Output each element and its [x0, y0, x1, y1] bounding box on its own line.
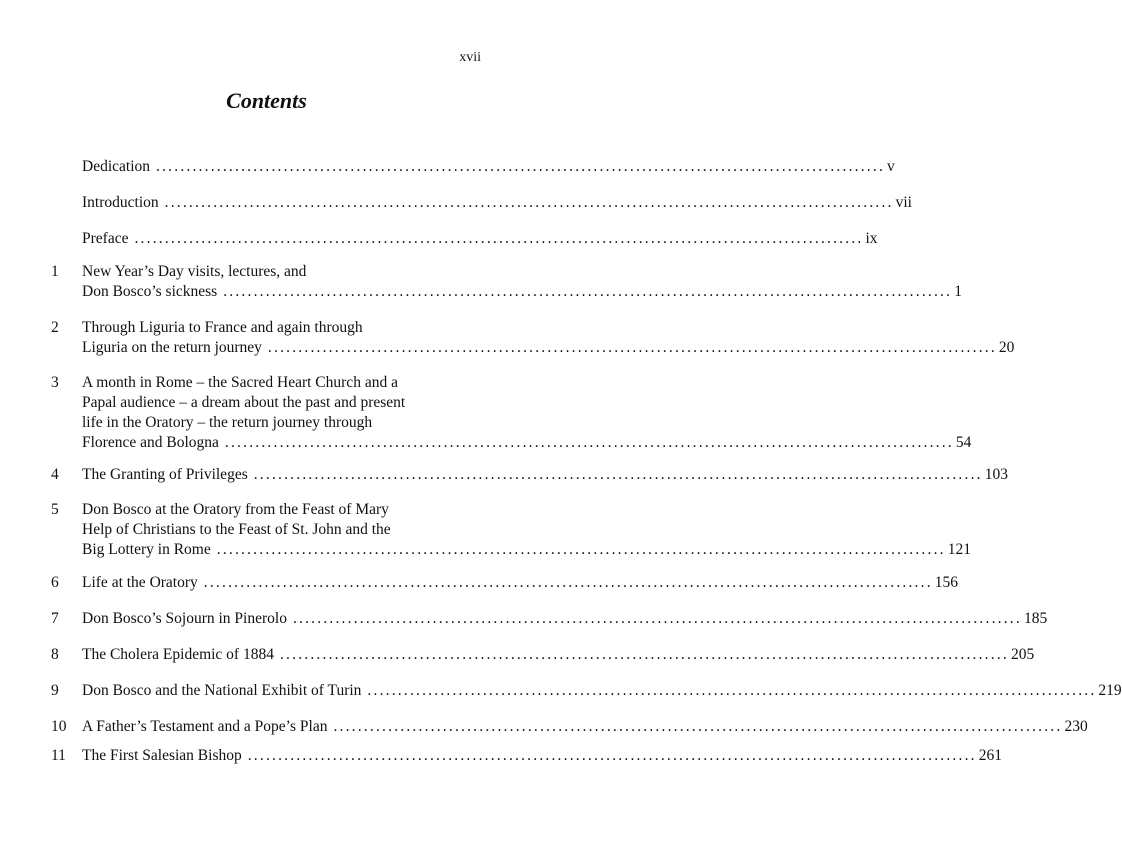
entry-final-line [82, 193, 912, 213]
entry-text [82, 573, 959, 593]
entry-final-line [82, 681, 1122, 701]
entry-text [82, 609, 1048, 629]
dot-leader: ........................................................................................................................ [224, 434, 954, 451]
chapter-number: 2 [51, 319, 59, 336]
page-ref: 219 [1098, 682, 1122, 699]
dot-leader: ........................................................................................................................ [279, 646, 1009, 663]
page-title: Contents [226, 88, 307, 113]
entry-title: Liguria on the return journey [82, 339, 262, 356]
entry-title: The First Salesian Bishop [82, 747, 242, 764]
page-ref: 1 [954, 283, 962, 300]
dot-leader: ........................................................................................................................ [164, 194, 894, 211]
dot-leader: ........................................................................................................................ [333, 718, 1063, 735]
dot-leader: ........................................................................................................................ [367, 682, 1097, 699]
chapter-number: 3 [51, 374, 59, 391]
entry-text [82, 262, 962, 302]
entry-title: Preface [82, 230, 129, 247]
entry-text [82, 157, 895, 177]
entry-line: Help of Christians to the Feast of St. John and the [82, 521, 391, 538]
entry-line: Through Liguria to France and again through [82, 319, 363, 336]
entry-text [82, 645, 1035, 665]
page-ref: ix [865, 230, 878, 247]
entry-line: Don Bosco at the Oratory from the Feast of Mary [82, 501, 389, 518]
page-ref: 205 [1010, 646, 1035, 663]
entry-final-line [82, 338, 1015, 358]
chapter-number: 8 [51, 646, 59, 663]
page-ref: 20 [998, 339, 1015, 356]
chapter-number: 5 [51, 501, 59, 518]
dot-leader: ........................................................................................................................ [223, 283, 953, 300]
dot-leader: ........................................................................................................................ [156, 158, 886, 175]
entry-final-line [82, 573, 959, 593]
page-ref: 230 [1064, 718, 1088, 735]
chapter-number: 4 [51, 466, 59, 483]
entry-text [82, 318, 1015, 358]
dot-leader: ........................................................................................................................ [292, 610, 1022, 627]
chapter-number: 1 [51, 263, 59, 280]
page-ref: 185 [1023, 610, 1048, 627]
entry-title: The Cholera Epidemic of 1884 [82, 646, 274, 663]
entry-text [82, 500, 971, 560]
entry-title: Big Lottery in Rome [82, 541, 211, 558]
entry-final-line [82, 433, 972, 453]
entry-text [82, 229, 878, 249]
page-ref: vii [895, 194, 912, 211]
entry-text [82, 717, 1088, 737]
entry-title: The Granting of Privileges [82, 466, 248, 483]
dot-leader: ........................................................................................................................ [253, 466, 983, 483]
entry-title: Dedication [82, 158, 151, 175]
page-number: xvii [459, 50, 481, 65]
page-ref: 261 [978, 747, 1002, 764]
dot-leader: ........................................................................................................................ [134, 230, 864, 247]
entry-text [82, 373, 972, 453]
entry-final-line [82, 282, 962, 302]
entry-line: New Year’s Day visits, lectures, and [82, 263, 307, 280]
entry-final-line [82, 746, 1002, 766]
page-ref: 103 [984, 466, 1008, 483]
entry-line: Papal audience – a dream about the past and present [82, 394, 406, 411]
page-ref: v [887, 158, 895, 175]
entry-final-line [82, 540, 971, 560]
entry-text [82, 465, 1008, 485]
entry-final-line [82, 465, 1008, 485]
page-ref: 54 [955, 434, 972, 451]
entry-title: Don Bosco’s sickness [82, 283, 218, 300]
page-ref: 121 [947, 541, 971, 558]
entry-text [82, 193, 912, 213]
dot-leader: ........................................................................................................................ [203, 574, 933, 591]
entry-title: Florence and Bologna [82, 434, 219, 451]
chapter-number: 11 [51, 747, 66, 764]
chapter-number: 6 [51, 574, 59, 591]
entry-text [82, 746, 1002, 766]
entry-final-line [82, 717, 1088, 737]
entry-title: Don Bosco’s Sojourn in Pinerolo [82, 610, 287, 627]
chapter-number: 7 [51, 610, 59, 627]
entry-line: life in the Oratory – the return journey through [82, 414, 373, 431]
entry-final-line [82, 229, 878, 249]
chapter-number: 10 [51, 718, 67, 735]
dot-leader: ........................................................................................................................ [267, 339, 997, 356]
entry-title: A Father’s Testament and a Pope’s Plan [82, 718, 328, 735]
entry-final-line [82, 645, 1035, 665]
entry-text [82, 681, 1122, 701]
entry-title: Introduction [82, 194, 159, 211]
entry-title: Life at the Oratory [82, 574, 198, 591]
dot-leader: ........................................................................................................................ [216, 541, 946, 558]
entry-final-line [82, 157, 895, 177]
entry-title: Don Bosco and the National Exhibit of Turin [82, 682, 362, 699]
dot-leader: ........................................................................................................................ [247, 747, 977, 764]
page-ref: 156 [934, 574, 959, 591]
entry-line: A month in Rome – the Sacred Heart Church and a [82, 374, 398, 391]
chapter-number: 9 [51, 682, 59, 699]
entry-final-line [82, 609, 1048, 629]
